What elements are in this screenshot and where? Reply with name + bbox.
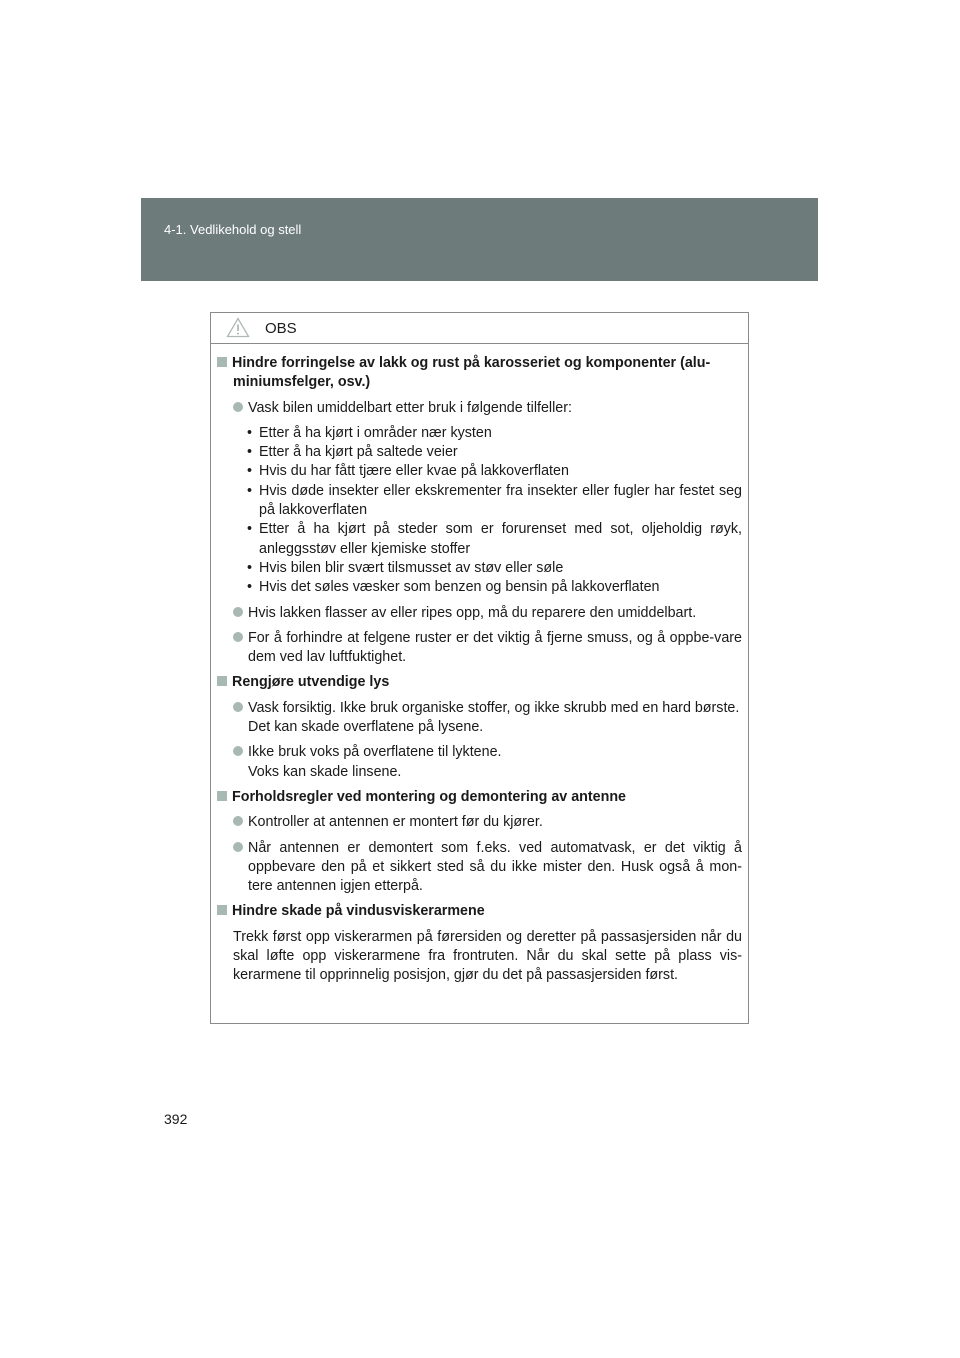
obs-label: OBS [265,320,297,337]
sub-bullet-item: • Etter å ha kjørt på steder som er forurenset med sot, oljeholdig røyk, anleggsstøv eller kjemiske stoffer [247,521,742,557]
sub-bullet-item: • Hvis døde insekter eller ekskrementer fra insekter eller fugler har festet seg på lakkoverflaten [247,482,742,519]
section-heading: Hindre forringelse av lakk og rust på karosseriet og komponenter (alu-miniumsfelger, osv.) [217,354,742,393]
round-bullet-icon [233,632,243,642]
section-heading: Hindre skade på vindusviskerarmene [217,902,742,921]
square-bullet-icon [217,791,227,801]
round-bullet-icon [233,746,243,756]
square-bullet-icon [217,357,227,367]
round-bullet-icon [233,607,243,617]
section-paragraph: Trekk først opp viskerarmen på førersiden og deretter på passasjersiden når du skal løfte opp viskerarmene fra frontruten. Når du skal sette på plass vis-kerarmene til opprinnelig posisjon, gjør du det på passasjersiden først. [233,928,742,984]
obs-header [211,313,748,344]
sub-bullet-item: • Hvis du har fått tjære eller kvae på lakkoverflaten [247,463,569,480]
round-bullet-icon [233,816,243,826]
list-item: Kontroller at antennen er montert før du kjører. [217,813,742,832]
section-heading: Rengjøre utvendige lys [217,673,742,692]
sub-bullet-item: • Etter å ha kjørt i områder nær kysten [247,424,492,441]
section-header-band [141,198,818,281]
list-item: Ikke bruk voks på overflatene til lyktene. Voks kan skade linsene. [217,743,742,782]
sub-bullet-list [217,424,742,598]
sub-bullet-item: • Etter å ha kjørt på saltede veier [247,444,458,461]
section-heading: Forholdsregler ved montering og demontering av antenne [217,788,742,807]
list-item: Hvis lakken flasser av eller ripes opp, må du reparere den umiddelbart. [217,604,742,623]
round-bullet-icon [233,842,243,852]
list-item: Når antennen er demontert som f.eks. ved automatvask, er det viktig å oppbevare den på et sikkert sted så du ikke mister den. Husk også å mon-tere antennen igjen etterpå. [217,839,742,897]
obs-caution-box [210,312,749,1024]
page-number: 392 [164,1111,188,1127]
square-bullet-icon [217,676,227,686]
list-item: Vask forsiktig. Ikke bruk organiske stoffer, og ikke skrubb med en hard børste. Det kan skade overflatene på lysene. [217,699,742,738]
square-bullet-icon [217,905,227,915]
warning-triangle-icon [226,317,250,338]
sub-bullet-item: • Hvis det søles væsker som benzen og bensin på lakkoverflaten [247,579,660,596]
round-bullet-icon [233,702,243,712]
obs-content [211,344,748,986]
round-bullet-icon [233,402,243,412]
section-title: 4-1. Vedlikehold og stell [164,222,302,237]
sub-bullet-item: • Hvis bilen blir svært tilsmusset av støv eller søle [247,559,564,576]
list-item: For å forhindre at felgene ruster er det viktig å fjerne smuss, og å oppbe-vare dem ved lav luftfuktighet. [217,629,742,668]
list-item: Vask bilen umiddelbart etter bruk i følgende tilfeller: [217,399,742,418]
